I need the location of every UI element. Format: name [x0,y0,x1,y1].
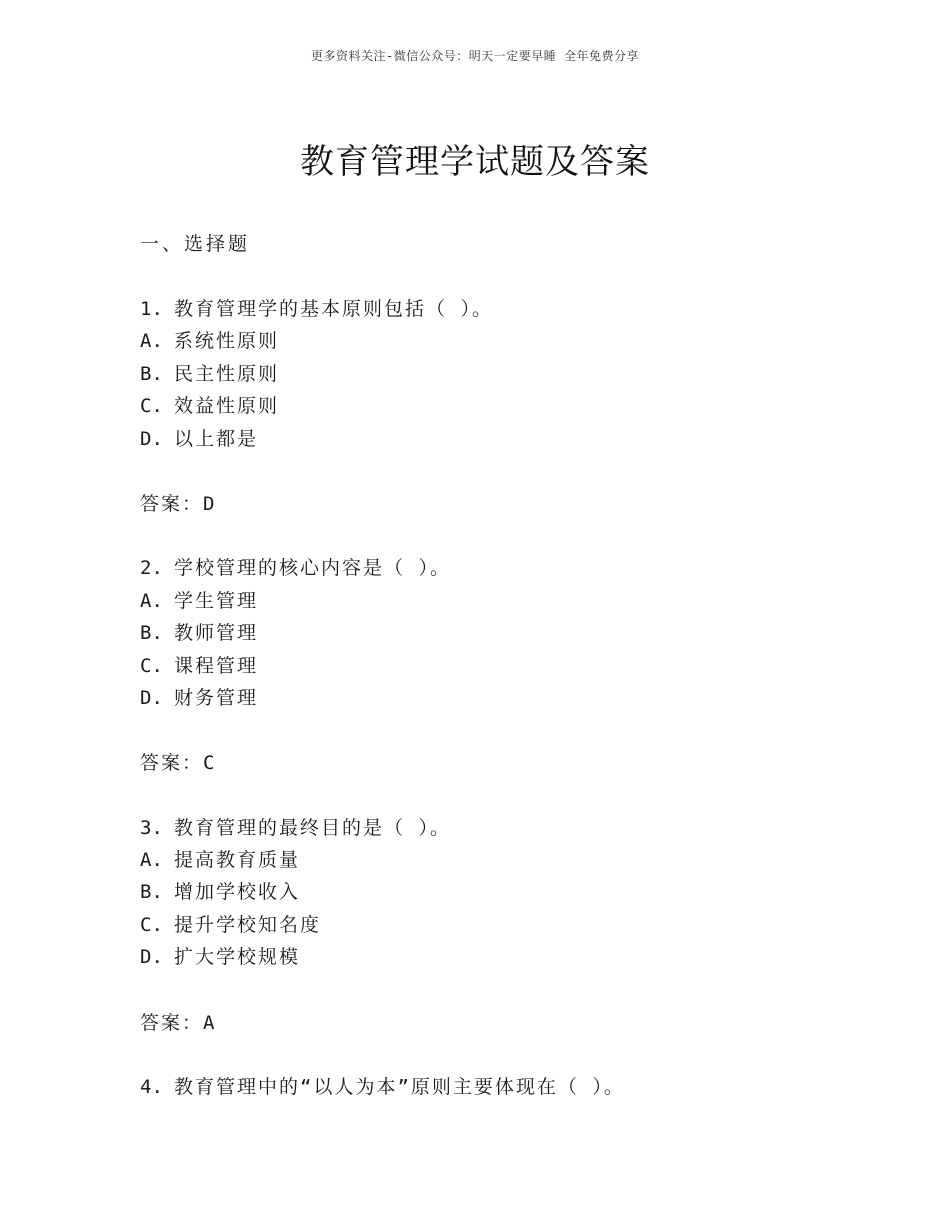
question-stem [140,293,860,325]
option-label: A. [140,849,163,872]
question-number: 2. [140,557,163,580]
option-text: 提升学校知名度 [174,913,322,936]
option-label: D. [140,686,163,709]
option-label: C. [140,913,163,936]
option-a [140,585,860,617]
question-stem [140,1071,860,1103]
option-label: C. [140,654,163,677]
answer-line: 答案：C [140,752,217,775]
option-a [140,325,860,357]
option-text: 教师管理 [174,622,259,645]
document-body [140,228,860,1103]
option-text: 以上都是 [174,427,259,450]
question-stem [140,552,860,584]
option-label: B. [140,881,163,904]
option-text: 财务管理 [174,686,259,709]
option-label: B. [140,362,163,385]
option-text: 课程管理 [174,654,259,677]
question-number: 4. [140,1076,163,1099]
option-d [140,423,860,455]
option-c [140,390,860,422]
question-text: 教育管理的最终目的是（ ）。 [174,816,451,839]
option-d [140,682,860,714]
option-c [140,650,860,682]
page-title: 教育管理学试题及答案 [300,142,650,182]
option-label: C. [140,395,163,418]
option-label: D. [140,946,163,969]
question-text: 教育管理中的“以人为本”原则主要体现在（ ）。 [174,1076,625,1099]
option-text: 扩大学校规模 [174,946,301,969]
question-3 [140,812,860,1039]
option-text: 系统性原则 [174,330,280,353]
question-4 [140,1071,860,1103]
option-text: 学生管理 [174,589,259,612]
question-number: 3. [140,816,163,839]
question-text: 学校管理的核心内容是（ ）。 [174,557,451,580]
option-b [140,617,860,649]
option-label: A. [140,589,163,612]
question-2 [140,552,860,779]
option-a [140,844,860,876]
question-text: 教育管理学的基本原则包括（ ）。 [174,298,493,320]
option-text: 提高教育质量 [174,849,301,872]
section-heading: 一、选择题 [140,233,251,255]
option-d [140,941,860,973]
header-note: 更多资料关注-微信公众号：明天一定要早睡 全年免费分享 [311,49,639,63]
option-text: 效益性原则 [174,395,280,418]
option-label: B. [140,622,163,645]
question-stem [140,812,860,844]
option-b [140,358,860,390]
question-1 [140,293,860,520]
option-label: A. [140,330,163,353]
answer-line: 答案：A [140,1011,217,1034]
option-text: 增加学校收入 [174,881,301,904]
option-text: 民主性原则 [174,362,280,385]
question-number: 1. [140,298,163,320]
option-label: D. [140,427,163,450]
answer-line: 答案：D [140,492,217,515]
option-c [140,909,860,941]
option-b [140,876,860,908]
